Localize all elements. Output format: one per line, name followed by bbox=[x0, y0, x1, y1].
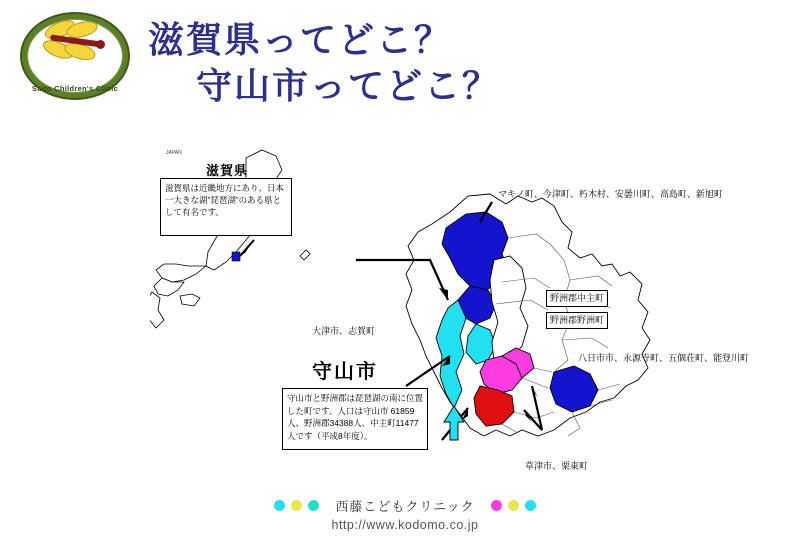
decorative-dot-icon bbox=[308, 500, 319, 511]
clinic-name: 西藤こどもクリニック bbox=[335, 499, 475, 514]
label-otsu-shiga: 大津市、志賀町 bbox=[312, 326, 376, 336]
decorative-dot-icon bbox=[525, 500, 536, 511]
page-title-line1: 滋賀県ってどこ？ bbox=[148, 19, 453, 60]
shiga-highlight-marker bbox=[232, 252, 240, 261]
shiga-description-box: 滋賀県は近畿地方にあり、日本一大きな湖”琵琶湖”のある県として有名です。 bbox=[160, 178, 292, 236]
clinic-url: http://www.kodomo.co.jp bbox=[331, 518, 479, 532]
label-south-towns: 草津市、栗東町 bbox=[525, 461, 589, 471]
moriyama-description-box: 守山市と野洲郡は琵琶湖の南に位置した町です。人口は守山市 61859人、野洲郡34388人、中主町11477人です（平成8年度）。 bbox=[282, 388, 428, 450]
logo-text-wrapper bbox=[27, 78, 123, 96]
footer-name-row bbox=[0, 496, 810, 515]
decorative-dot-icon bbox=[491, 500, 502, 511]
label-yasu-nakasu: 野洲郡中主町 bbox=[546, 290, 608, 307]
label-yasu-yasu: 野洲郡野洲町 bbox=[546, 312, 608, 329]
label-north-towns: マキノ町、今津町、朽木村、安曇川町、高島町、新旭町 bbox=[498, 189, 723, 199]
logo-caption: Saito Children's Clinic bbox=[31, 84, 119, 93]
label-east-towns: 八日市市、永源寺町、五個荘町、能登川町 bbox=[578, 353, 750, 363]
decorative-dot-icon bbox=[508, 500, 519, 511]
shiga-label: 滋賀県 bbox=[206, 163, 249, 178]
decorative-dot-icon bbox=[291, 500, 302, 511]
map-corner-note: JAPAN bbox=[166, 150, 182, 156]
moriyama-label: 守山市 bbox=[312, 361, 378, 383]
dragonfly-head-icon bbox=[96, 40, 105, 49]
footer bbox=[0, 496, 810, 532]
decorative-dot-icon bbox=[274, 500, 285, 511]
clinic-logo bbox=[20, 8, 130, 104]
page-title-line2: 守山市ってどこ？ bbox=[196, 65, 501, 106]
